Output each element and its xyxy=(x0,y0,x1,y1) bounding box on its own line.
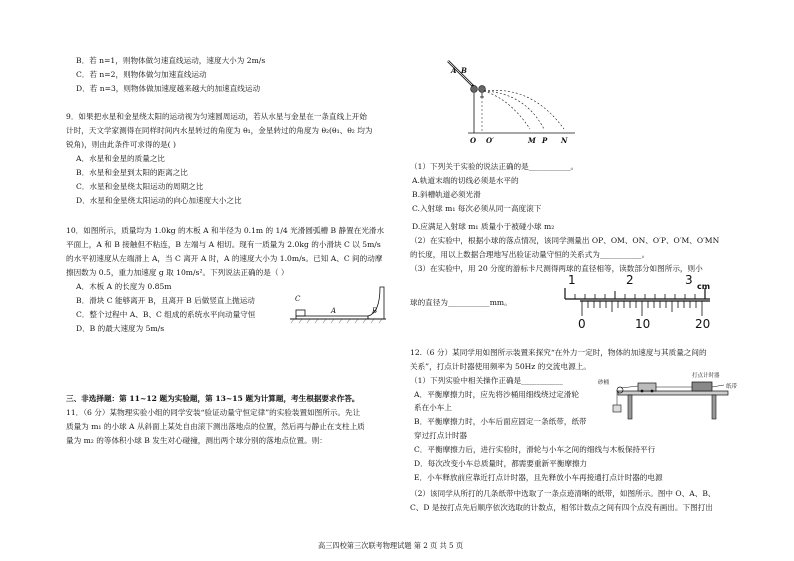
page-footer: 高三四校第三次联考物理试题 第 2 页 共 5 页 xyxy=(318,541,464,550)
q8-option-b: B．若 n=1，则物体做匀速直线运动，速度大小为 2m/s xyxy=(76,56,266,65)
caliper-main-1: 1 xyxy=(568,273,576,287)
q11-option-b: B.斜槽轨道必须光滑 xyxy=(412,190,481,199)
q10-stem-3: 的水平初速度从左端滑上 A，当 C 离开 A 时，A 的速度大小为 1.0m/s。已知 A、C 间的动摩 xyxy=(66,254,383,263)
fig10-label-a: A xyxy=(331,307,337,315)
q11-part3-2: 球的直径为___________mm。 xyxy=(410,298,512,307)
q9-stem-3: 锐角)，则由此条件可求得的是( ) xyxy=(66,140,177,149)
q10-option-b: B．滑块 C 能够离开 B，且离开 B 后做竖直上抛运动 xyxy=(76,296,255,305)
q10-option-d: D．B 的最大速度为 5m/s xyxy=(76,324,165,333)
q10-stem-1: 10．如图所示，质量均为 1.0kg 的木板 A 和半径为 0.1m 的 1/4 光滑圆弧槽 B 静置在光滑水 xyxy=(66,226,385,235)
fig12-sand-label: 砂桶 xyxy=(598,380,610,386)
fig12-tape-label: 纸带 xyxy=(726,384,738,390)
fig10-label-b: B xyxy=(372,307,378,315)
fig11-label-a: A xyxy=(451,66,457,75)
caliper-main-3: 3 xyxy=(685,273,693,287)
q12-option-d: D．每次改变小车总质量时，都需要重新平衡摩擦力 xyxy=(414,459,588,468)
q11-stem-2: 质量为 m₁ 的小球 A 从斜面上某处自由滚下测出落地点的位置，然后再与静止在支柱上质 xyxy=(66,422,365,431)
q9-option-b: B．水星和金星到太阳的距离之比 xyxy=(76,168,188,177)
q9-stem-1: 9．如果把水星和金星绕太阳的运动视为匀速圆周运动，若从水星与金星在一条直线上开始 xyxy=(66,112,367,121)
q11-part2-2: 的长度，用以上数据合理地写出验证动量守恒的关系式为___________。 xyxy=(410,250,650,259)
fig11-label-b: B xyxy=(461,66,467,75)
section-3-heading: 三、非选择题：第 11~12 题为实验题，第 13~15 题为计算题，考生根据要求作答。 xyxy=(66,394,360,403)
fig11-label-n: N xyxy=(561,136,568,145)
q12-option-b-1: B．平衡摩擦力时，小车后面应固定一条纸带，纸带 xyxy=(414,417,587,426)
q12-option-e: E．小车释放前应靠近打点计时器，且先释放小车再接通打点计时器的电源 xyxy=(414,473,663,482)
q12-part2-2: C、D 是按打点先后顺序依次选取的计数点，相邻计数点之间有四个点没有画出。下图打出 xyxy=(410,503,713,512)
q11-option-d: D.应满足入射球 m₁ 质量小于被碰小球 m₂ xyxy=(412,222,555,231)
q9-stem-2: 计时，天文学家测得在同样时间内水星转过的角度为 θ₁，金星转过的角度为 θ₂(θ₁、θ₂ 均为 xyxy=(66,126,373,135)
q9-option-c: C．水星和金星绕太阳运动的周期之比 xyxy=(76,182,204,191)
q9-option-d: D．水星和金星绕太阳运动的向心加速度大小之比 xyxy=(76,196,242,205)
q12-stem-2: 关系”，打点计时器使用频率为 50Hz 的交流电源上。 xyxy=(410,362,591,371)
caliper-vernier-10: 10 xyxy=(635,317,651,331)
fig10-label-c: C xyxy=(295,295,301,303)
q8-option-c: C．若 n=2，则物体做匀加速直线运动 xyxy=(76,70,207,79)
q10-stem-2: 平面上，A 和 B 接触但不粘连，B 左端与 A 相切。现有一质量为 2.0kg 的小滑块 C 以 5m/s xyxy=(66,240,381,249)
caliper-main-2: 2 xyxy=(626,273,634,287)
q12-option-c: C．平衡摩擦力后，进行实验时，滑轮与小车之间的细线与木板保持平行 xyxy=(414,445,656,454)
caliper-vernier-0: 0 xyxy=(578,317,586,331)
q11-stem-3: 量为 m₂ 的等体积小球 B 发生对心碰撞，测出两个球分别的落地点位置。则： xyxy=(66,436,327,445)
fig11-label-o-prime: O′ xyxy=(486,136,494,145)
q11-option-a: A.轨道末端的切线必须是水平的 xyxy=(412,176,519,185)
q12-apparatus-figure xyxy=(600,373,730,423)
q10-option-c: C．整个过程中 A、B、C 组成的系统水平向动量守恒 xyxy=(76,310,256,319)
caliper-vernier-20: 20 xyxy=(695,317,711,331)
q10-option-a: A．木板 A 的长度为 0.85m xyxy=(76,282,172,291)
fig11-label-p: P xyxy=(542,136,548,145)
fig12-timer-label: 打点计时器 xyxy=(692,373,720,379)
q10-figure xyxy=(288,285,388,325)
q11-stem-1: 11．（6 分）某物理实验小组的同学安装“验证动量守恒定律”的实验装置如图所示。先让 xyxy=(66,408,361,417)
caliper-unit-cm: cm xyxy=(697,282,711,291)
q11-part2-1: （2）在实验中，根据小球的落点情况，该同学测量出 OP、OM、ON、O′P、O′M、O′MN xyxy=(410,236,720,245)
q11-part1: （1）下列关于实验的说法正确的是___________。 xyxy=(410,162,579,171)
q10-stem-4: 擦因数为 0.5，重力加速度 g 取 10m/s²。下列说法正确的是（ ） xyxy=(66,268,289,277)
q8-option-d: D．若 n=3，则物体做加速度越来越大的加速直线运动 xyxy=(76,84,261,93)
q11-option-c: C.入射球 m₁ 每次必须从同一高度滚下 xyxy=(412,204,542,213)
q11-part3-1: （3）在实验中，用 20 分度的游标卡尺测得两球的直径相等，读数部分如图所示，则小 xyxy=(410,264,703,273)
q12-option-a-1: A．平衡摩擦力时，应先将沙桶用细线绕过定滑轮 xyxy=(414,390,579,399)
q12-part1: （1）下列实验中相关操作正确是___________ xyxy=(410,376,563,385)
fig11-label-o: O xyxy=(470,136,477,145)
q12-option-a-2: 系在小车上 xyxy=(414,403,452,412)
q12-stem-1: 12.（6 分）某同学用如图所示装置来探究“在外力一定时，物体的加速度与其质量之间的 xyxy=(410,348,707,357)
q12-option-b-2: 穿过打点计时器 xyxy=(414,431,468,440)
fig11-label-m: M xyxy=(528,136,536,145)
q12-part2-1: （2）该同学从所打的几条纸带中选取了一条点迹清晰的纸带，如图所示。图中 O、A、B、 xyxy=(410,489,716,498)
q9-option-a: A．水星和金星的质量之比 xyxy=(76,154,166,163)
